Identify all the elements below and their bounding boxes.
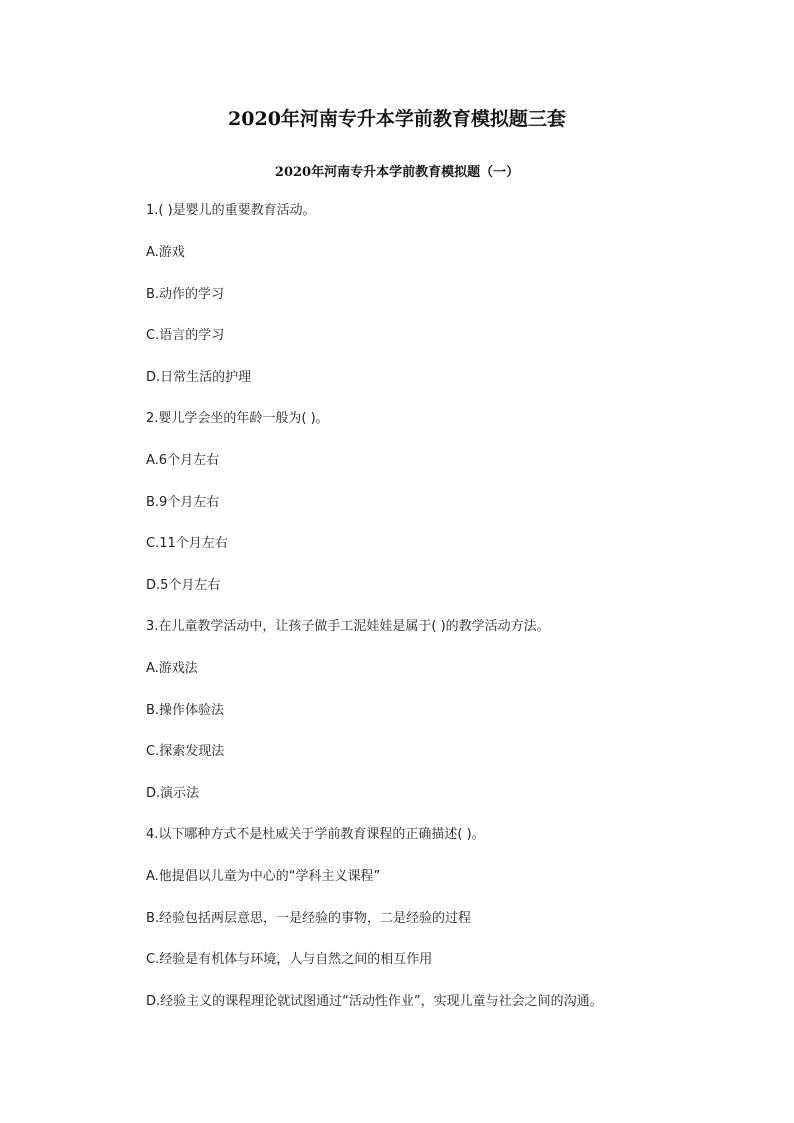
question-1-option-c: C.语言的学习 <box>146 328 225 343</box>
question-3-option-b: B.操作体验法 <box>146 703 225 718</box>
question-2-option-c: C.11个月左右 <box>146 536 228 551</box>
question-4-option-b: B.经验包括两层意思，一是经验的事物，二是经验的过程 <box>146 911 472 926</box>
question-2: 2.婴儿学会坐的年龄一般为( )。 <box>146 411 329 426</box>
question-3-option-a: A.游戏法 <box>146 661 198 676</box>
question-4: 4.以下哪种方式不是杜威关于学前教育课程的正确描述( )。 <box>146 827 485 842</box>
document-subtitle: 2020年河南专升本学前教育模拟题（一） <box>274 165 520 180</box>
question-2-option-a: A.6个月左右 <box>146 453 220 468</box>
question-1-option-d: D.日常生活的护理 <box>146 370 252 385</box>
question-2-option-d: D.5个月左右 <box>146 578 221 593</box>
question-1-option-b: B.动作的学习 <box>146 287 225 302</box>
question-4-option-a: A.他提倡以儿童为中心的“学科主义课程” <box>146 869 381 884</box>
question-2-option-b: B.9个月左右 <box>146 495 220 510</box>
question-1-option-a: A.游戏 <box>146 245 185 260</box>
question-4-option-d: D.经验主义的课程理论就试图通过“活动性作业”，实现儿童与社会之间的沟通。 <box>146 994 603 1009</box>
question-4-option-c: C.经验是有机体与环境，人与自然之间的相互作用 <box>146 952 433 967</box>
question-1: 1.( )是婴儿的重要教育活动。 <box>146 203 316 218</box>
question-3: 3.在儿童教学活动中，让孩子做手工泥娃娃是属于( )的教学活动方法。 <box>146 619 550 634</box>
question-3-option-c: C.探索发现法 <box>146 744 225 759</box>
document-title: 2020年河南专升本学前教育模拟题三套 <box>228 108 566 130</box>
question-3-option-d: D.演示法 <box>146 786 200 801</box>
